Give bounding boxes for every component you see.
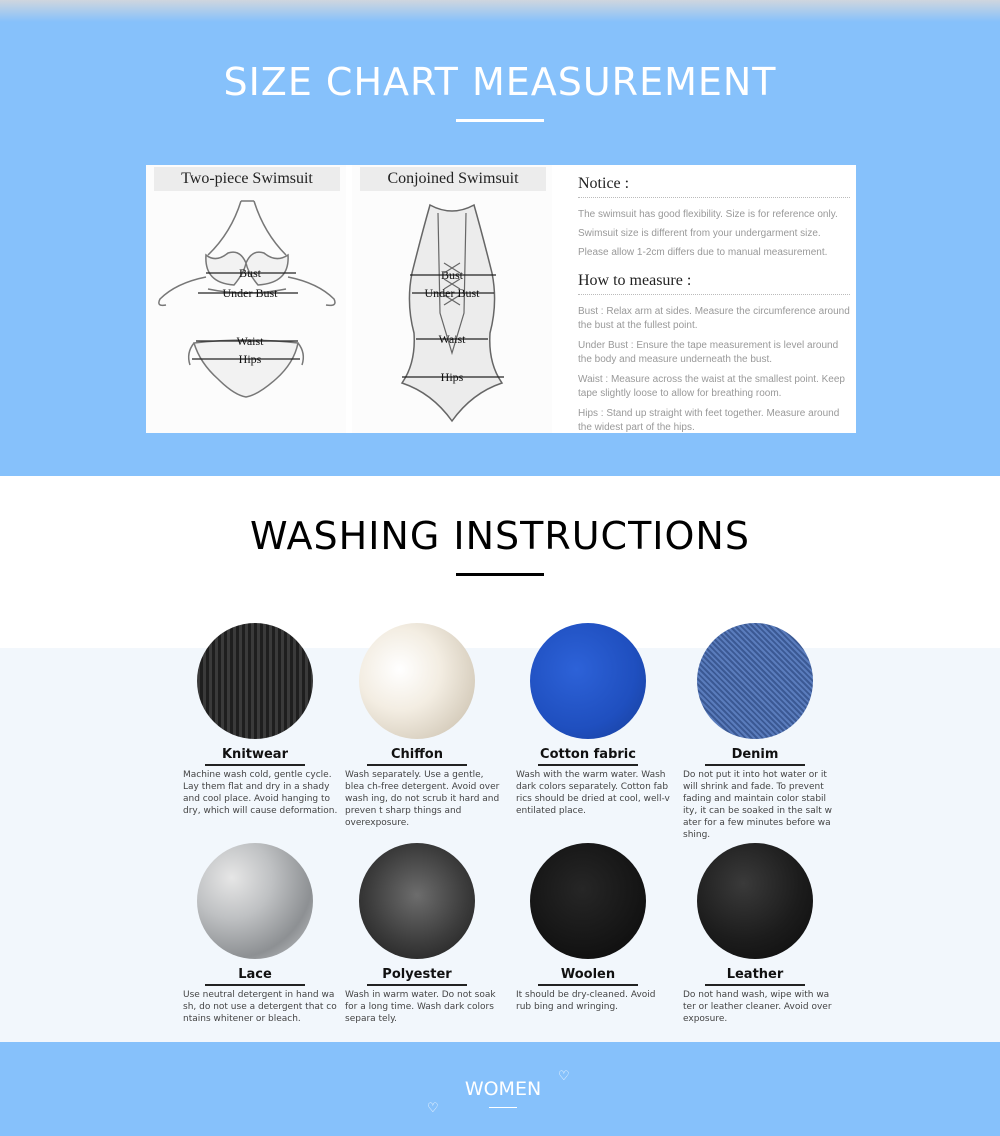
notice-item: Swimsuit size is different from your undergarment size. <box>578 228 821 239</box>
chiffon-swatch-icon <box>359 623 475 739</box>
conjoined-swimsuit-illustration <box>352 193 552 433</box>
fabric-name: Chiffon <box>391 747 443 762</box>
fabric-name: Polyester <box>382 967 452 982</box>
fabric-name-underline <box>205 984 305 986</box>
knitwear-swatch-icon <box>197 623 313 739</box>
fabric-name-underline <box>205 764 305 766</box>
notice-title: Notice : <box>578 175 630 192</box>
fabric-care-text: Machine wash cold, gentle cycle. Lay them flat and dry in a shady and cool place. Avoid hanging to dry, which will cause deformation. <box>183 770 338 816</box>
howto-divider <box>578 294 850 295</box>
fabric-name-underline <box>367 984 467 986</box>
two-piece-header: Two-piece Swimsuit <box>154 167 340 191</box>
leather-swatch-icon <box>697 843 813 959</box>
polyester-swatch-icon <box>359 843 475 959</box>
two-piece-bust-label: Bust <box>238 266 262 280</box>
fabric-care-text: Do not hand wash, wipe with wa ter or leather cleaner. Avoid over exposure. <box>683 990 832 1024</box>
two-piece-under-bust-label: Under Bust <box>222 286 278 300</box>
heart-icon: ♡ <box>558 1068 570 1083</box>
howto-item: Under Bust : Ensure the tape measurement is level around the body and measure underneath the bust. <box>578 340 839 365</box>
fabric-name-underline <box>705 764 805 766</box>
fabric-name-underline <box>705 984 805 986</box>
top-shadow <box>0 0 1000 22</box>
fabric-care-text: Wash in warm water. Do not soak for a long time. Wash dark colors separa tely. <box>345 990 496 1024</box>
fabric-name: Cotton fabric <box>540 747 636 762</box>
two-piece-hips-label: Hips <box>238 352 262 366</box>
fabric-name: Denim <box>731 747 779 762</box>
conjoined-waist-label: Waist <box>438 332 466 346</box>
fabric-name: Knitwear <box>221 747 288 762</box>
fabric-name: Lace <box>238 967 272 982</box>
conjoined-hips-label: Hips <box>440 370 464 384</box>
woolen-swatch-icon <box>530 843 646 959</box>
washing-title-rule <box>456 573 544 576</box>
footer-women-label: WOMEN <box>464 1078 542 1100</box>
footer-women-underline <box>489 1107 517 1108</box>
fabric-name-underline <box>538 984 638 986</box>
size-chart-title: SIZE CHART MEASUREMENT <box>223 60 777 104</box>
two-piece-swimsuit-illustration <box>146 193 346 433</box>
howto-item: Waist : Measure across the waist at the smallest point. Keep tape slightly loose to allow for breathing room. <box>578 374 845 399</box>
conjoined-panel <box>352 165 552 433</box>
howto-item: Hips : Stand up straight with feet together. Measure around the widest part of the hips. <box>578 408 840 433</box>
washing-section <box>0 648 1000 1042</box>
lace-swatch-icon <box>197 843 313 959</box>
fabric-name: Woolen <box>560 967 616 982</box>
two-piece-panel <box>146 165 346 433</box>
fabric-care-text: It should be dry-cleaned. Avoid rub bing and wringing. <box>516 990 656 1012</box>
size-notes <box>578 173 850 441</box>
cotton-swatch-icon <box>530 623 646 739</box>
washing-title: WASHING INSTRUCTIONS <box>250 514 750 558</box>
howto-item: Bust : Relax arm at sides. Measure the circumference around the bust at the fullest point. <box>578 306 850 331</box>
heart-icon: ♡ <box>427 1100 439 1115</box>
fabric-care-text: Do not put it into hot water or it will shrink and fade. To prevent fading and maintain color stabil ity, it can be soaked in the salt w ater for a few minutes before wa shing. <box>683 770 832 840</box>
fabric-name-underline <box>538 764 638 766</box>
notice-item: The swimsuit has good flexibility. Size is for reference only. <box>578 209 838 220</box>
conjoined-header: Conjoined Swimsuit <box>360 167 546 191</box>
fabric-care-text: Wash with the warm water. Wash dark colors separately. Cotton fab rics should be dried at cool, well-v entilated place. <box>516 770 670 816</box>
notice-divider <box>578 197 850 198</box>
size-chart-card <box>146 165 856 433</box>
fabric-name: Leather <box>726 967 784 982</box>
fabric-care-text: Use neutral detergent in hand wa sh, do not use a detergent that co ntains whitener or bleach. <box>183 990 337 1024</box>
fabric-name-underline <box>367 764 467 766</box>
two-piece-waist-label: Waist <box>236 334 264 348</box>
denim-swatch-icon <box>697 623 813 739</box>
howto-title: How to measure : <box>578 272 692 289</box>
conjoined-under-bust-label: Under Bust <box>424 286 480 300</box>
conjoined-bust-label: Bust <box>440 268 464 282</box>
fabric-care-text: Wash separately. Use a gentle, blea ch-free detergent. Avoid over wash ing, do not scrub it hard and preven t sharp things and overexposure. <box>345 770 500 828</box>
size-chart-title-rule <box>456 119 544 122</box>
notice-item: Please allow 1-2cm differs due to manual measurement. <box>578 247 828 258</box>
